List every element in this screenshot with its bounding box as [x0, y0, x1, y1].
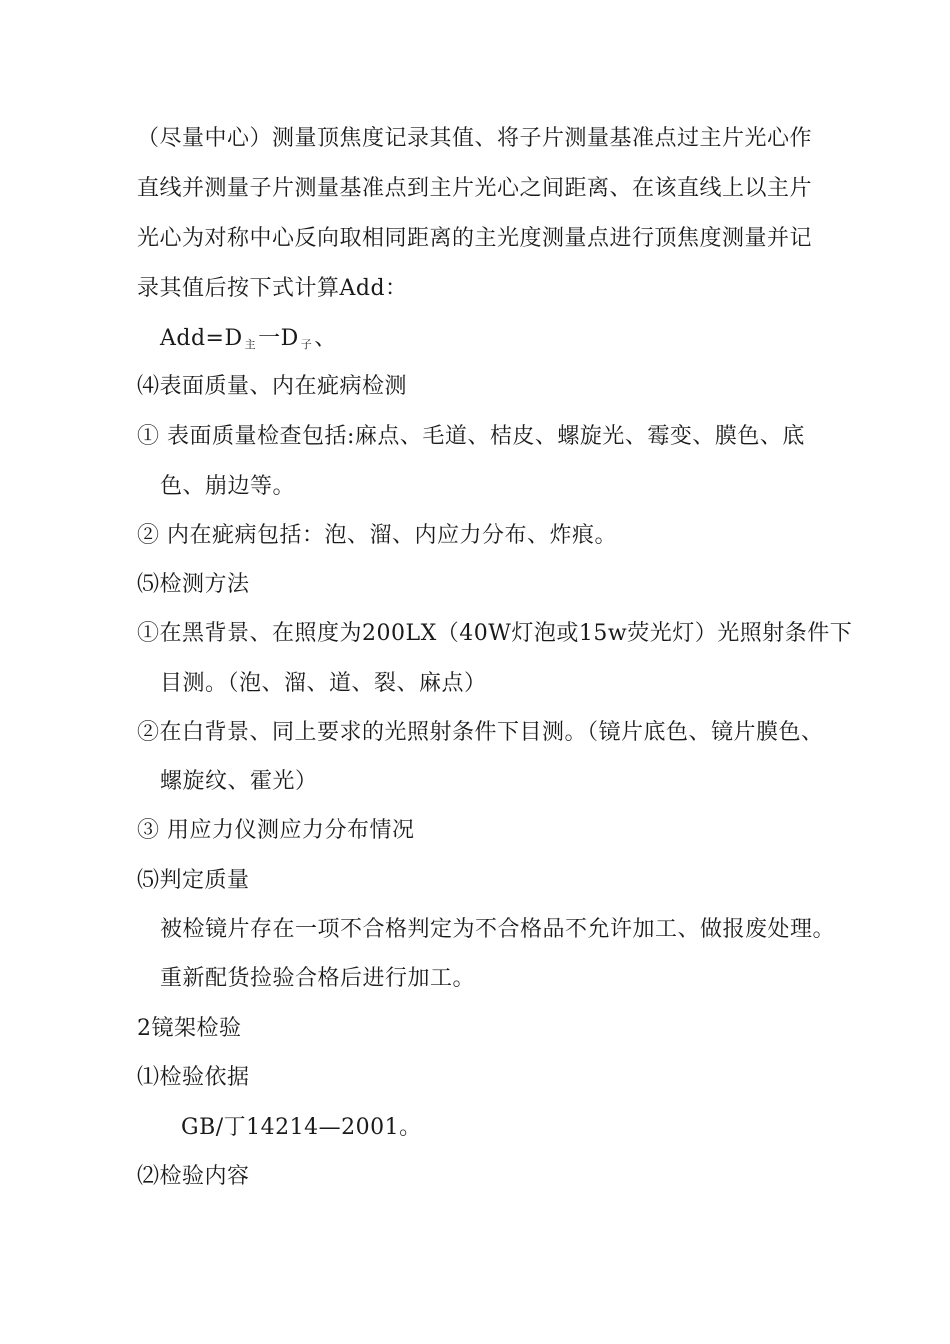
section-heading: ⑸判定质量	[137, 868, 250, 893]
formula-sub-child: 子	[300, 338, 313, 351]
list-item-continuation: 螺旋纹、霍光）	[160, 769, 318, 794]
formula-minus: 一D	[258, 326, 299, 351]
paragraph-line: 被检镜片存在一项不合格判定为不合格品不允许加工、做报废处理。	[160, 917, 836, 942]
formula-lhs: Add=D	[160, 326, 243, 351]
standard-reference: GB/丁14214—2001。	[181, 1115, 422, 1140]
paragraph-line: 重新配货捡验合格后进行加工。	[160, 966, 476, 991]
formula-end: 、	[314, 326, 337, 351]
add-formula	[160, 324, 337, 357]
paragraph-line: （尽量中心）测量顶焦度记录其值、将子片测量基准点过主片光心作	[137, 126, 813, 151]
section-heading: 2镜架检验	[137, 1016, 242, 1041]
list-item-continuation: 色、崩边等。	[160, 474, 296, 499]
subsection-heading: ⑴检验依据	[137, 1065, 250, 1090]
list-item: ①在黑背景、在照度为200LX（40W灯泡或15w荧光灯）光照射条件下	[137, 621, 853, 646]
section-heading: ⑸检测方法	[137, 572, 250, 597]
list-item-continuation: 目测。（泡、溜、道、裂、麻点）	[160, 671, 487, 696]
list-item: ② 内在疵病包括：泡、溜、内应力分布、炸痕。	[137, 523, 617, 548]
paragraph-line: 直线并测量子片测量基准点到主片光心之间距离、在该直线上以主片	[137, 176, 813, 201]
list-item: ① 表面质量检查包括:麻点、毛道、桔皮、螺旋光、霉变、膜色、底	[137, 424, 805, 449]
subsection-heading: ⑵检验内容	[137, 1164, 250, 1189]
formula-sub-main: 主	[244, 338, 257, 351]
paragraph-line: 录其值后按下式计算Add：	[137, 276, 408, 301]
list-item: ③ 用应力仪测应力分布情况	[137, 818, 415, 843]
list-item: ②在白背景、同上要求的光照射条件下目测。（镜片底色、镜片膜色、	[137, 720, 824, 745]
section-heading: ⑷表面质量、内在疵病检测	[137, 374, 408, 399]
paragraph-line: 光心为对称中心反向取相同距离的主光度测量点进行顶焦度测量并记	[137, 226, 813, 251]
